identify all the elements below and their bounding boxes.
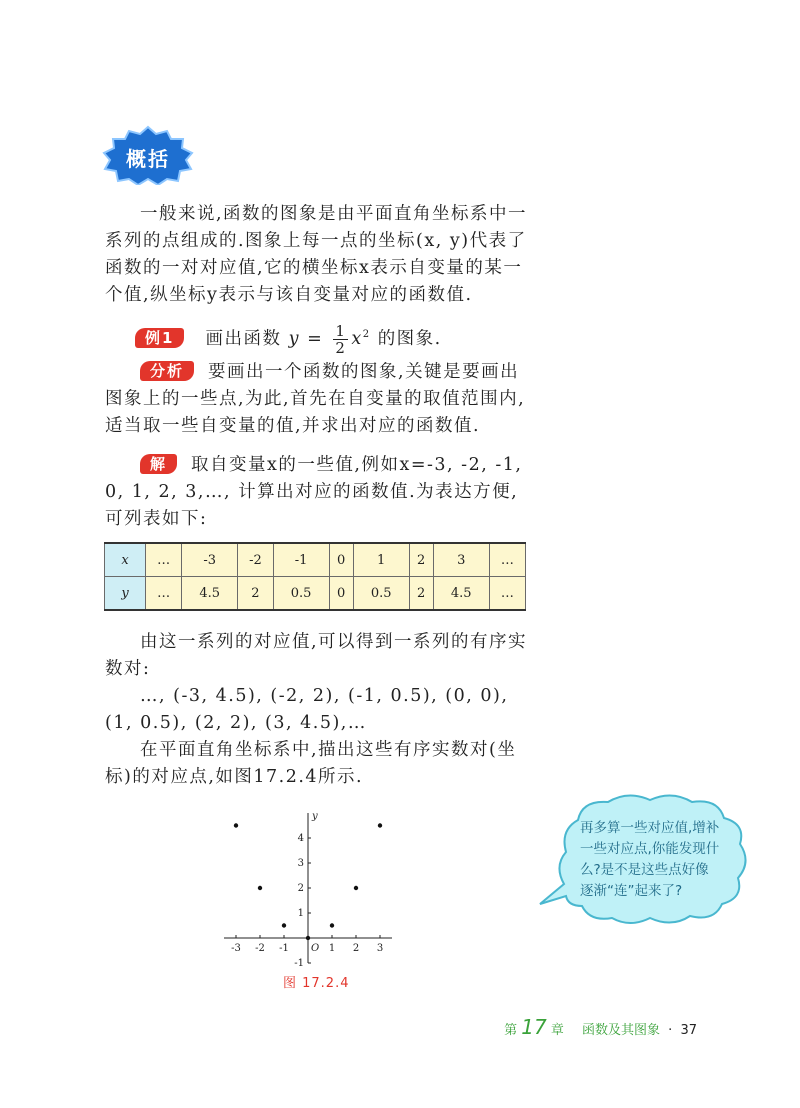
solution-label: 解 [140,454,177,474]
table-cell: … [489,577,525,611]
table-cell: … [146,577,182,611]
example-var-y: y [288,328,300,349]
table-cell: -1 [273,543,329,577]
data-point [282,923,286,927]
table-cell: 2 [409,577,433,611]
analysis-label: 分析 [140,361,194,381]
table-row-x [105,543,526,577]
table-cell: … [489,543,525,577]
y-tick-label: 1 [297,908,304,919]
y-tick-label: 4 [297,833,304,844]
bubble-text: 再多算一些对应值,增补一些对应点,你能发现什么?是不是这些点好像逐渐“连”起来了? [580,820,720,899]
table-cell: -3 [182,543,238,577]
table-cell: 2 [238,577,273,611]
example-1 [135,317,560,357]
data-point [258,886,262,890]
data-point [306,936,310,940]
solution-text: 取自变量x的一些值,例如x=-3, -2, -1, 0, 1, 2, 3,…, 计算出对应的函数值.为表达方便,可列表如下: [105,455,523,529]
pairs-intro-paragraph: 由这一系列的对应值,可以得到一系列的有序实数对: [105,632,528,679]
plot-instruction-paragraph: 在平面直角坐标系中,描出这些有序实数对(坐标)的对应点,如图17.2.4所示. [105,740,517,787]
page-number: 37 [680,1023,697,1038]
y-tick-label: 2 [297,883,304,894]
section-badge-label: 概括 [126,147,170,171]
table-cell: 0.5 [273,577,329,611]
y-tick-label: 3 [297,858,304,869]
solution-paragraph [105,452,530,533]
fraction-denominator: 2 [335,338,347,357]
table-cell: 0 [329,577,353,611]
data-point [234,823,238,827]
example-fraction [333,323,348,356]
chapter-number: 17 [521,1015,547,1039]
y-axis-label: y [312,811,318,822]
values-table [104,542,526,611]
example-equals: = [307,328,324,349]
example-text-after: 的图象. [377,328,442,349]
x-tick-label: 3 [376,943,384,954]
table-cell: … [146,543,182,577]
table-cell: 4.5 [182,577,238,611]
intro-paragraph: 一般来说,函数的图象是由平面直角坐标系中一系列的点组成的.图象上每一点的坐标(x, y)代表了函数的一对对应值,它的横坐标x表示自变量的某一个值,纵坐标y表示与该自变量对应的函数值. [105,204,528,305]
ordered-pairs: …, (-3, 4.5), (-2, 2), (-1, 0.5), (0, 0), (1, 0.5), (2, 2), (3, 4.5),… [105,686,509,733]
footer-separator: · [668,1023,673,1038]
table-cell: 0.5 [353,577,409,611]
table-header-x: x [105,543,146,577]
data-point [354,886,358,890]
x-tick-label: -3 [231,943,241,954]
page-footer [504,1015,697,1039]
y-tick-label: -1 [294,958,304,969]
analysis-text: 要画出一个函数的图象,关键是要画出图象上的一些点,为此,首先在自变量的取值范围内,适当取一些自变量的值,并求出对应的函数值. [105,362,526,436]
x-tick-label: -1 [279,943,289,954]
x-tick-label: 2 [352,943,360,954]
table-cell: 1 [353,543,409,577]
section-badge [100,125,196,185]
example-text-before: 画出函数 [205,328,282,349]
x-tick-label: -2 [255,943,265,954]
chapter-suffix: 章 [550,1023,564,1038]
scatter-plot [218,800,438,975]
origin-label: O [311,943,320,954]
chapter-prefix: 第 [504,1023,518,1038]
x-tick-label: 1 [328,943,336,954]
table-cell: 3 [433,543,489,577]
table-cell: 0 [329,543,353,577]
table-cell: -2 [238,543,273,577]
table-row-y [105,577,526,611]
example-exponent: 2 [362,329,371,340]
data-point [330,923,334,927]
table-header-y: y [105,577,146,611]
data-point [378,823,382,827]
figure-caption: 图 17.2.4 [283,976,350,991]
example-label: 例1 [135,328,184,348]
table-cell: 2 [409,543,433,577]
chapter-title: 函数及其图象 [582,1023,661,1038]
fraction-numerator: 1 [335,321,347,340]
analysis-paragraph [105,359,530,440]
table-cell: 4.5 [433,577,489,611]
example-var-x: x [351,328,363,349]
